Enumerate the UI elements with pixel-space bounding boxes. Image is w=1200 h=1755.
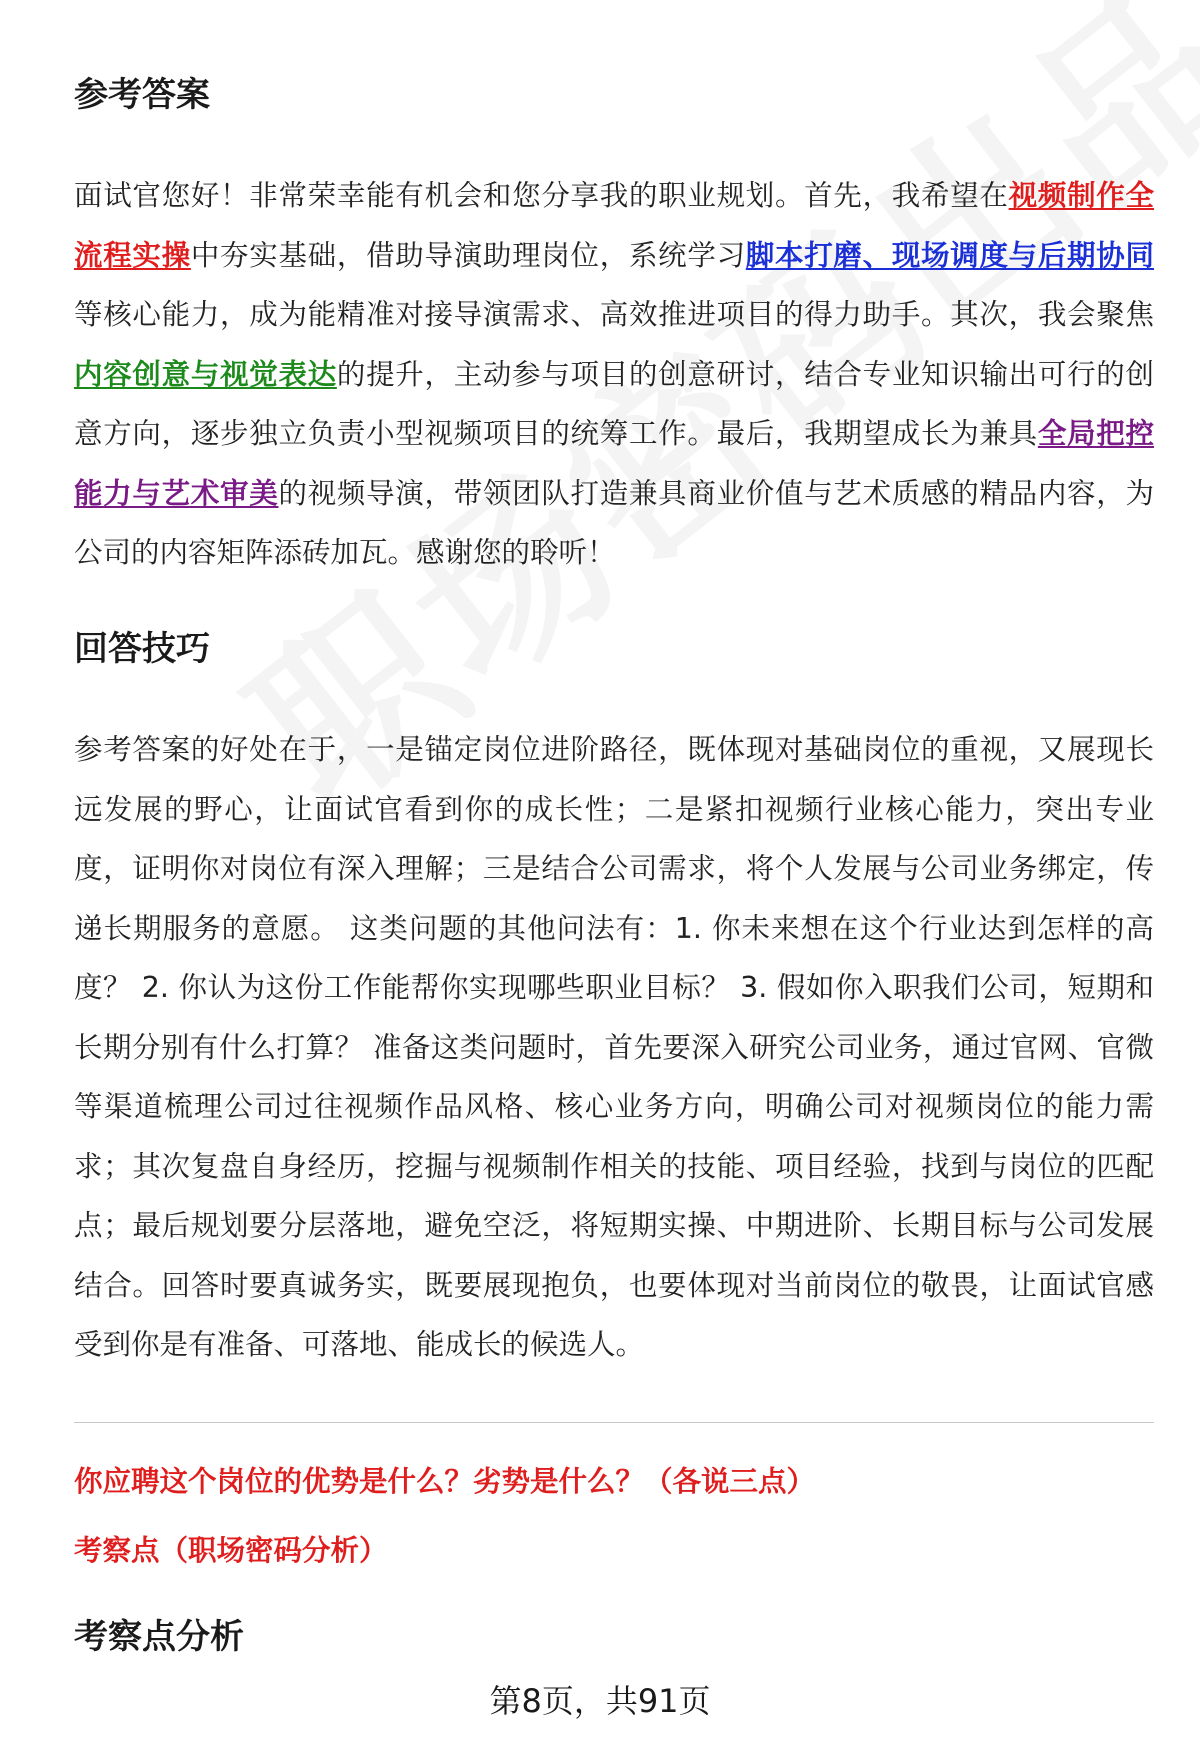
answer-text: 中夯实基础，借助导演助理岗位，系统学习	[190, 238, 746, 272]
answer-text: 的提升，主动参与项目的创意研讨，结合专业知识输出可行的创意方向，逐步独立负责小型视频项目的统筹工作。最后，我期望成长为兼具	[74, 357, 1154, 450]
answer-heading: 参考答案	[74, 75, 210, 115]
highlight-green: 内容创意与视觉表达	[74, 357, 337, 391]
next-question-point: 考察点（职场密码分析）	[74, 1534, 388, 1567]
highlight-blue: 脚本打磨、现场调度与后期协同	[745, 238, 1154, 272]
highlight-purple: 全局把控能力与艺术审美	[74, 417, 1154, 510]
section-divider	[74, 1422, 1154, 1423]
highlight-red: 视频制作全流程实操	[74, 179, 1154, 272]
analysis-heading: 考察点分析	[74, 1617, 244, 1657]
tips-paragraph: 参考答案的好处在于，一是锚定岗位进阶路径，既体现对基础岗位的重视，又展现长远发展的野心，让面试官看到你的成长性；二是紧扣视频行业核心能力，突出专业度，证明你对岗位有深入理解；三是结合公司需求，将个人发展与公司业务绑定，传递长期服务的意愿。 这类问题的其他问法有：1. 你未来想在这个行业达到怎样的高度？ 2. 你认为这份工作能帮你实现哪些职业目标？ 3. 假如你入职我们公司，短期和长期分别有什么打算？ 准备这类问题时，首先要深入研究公司业务，通过官网、官微等渠道梳理公司过往视频作品风格、核心业务方向，明确公司对视频岗位的能力需求；其次复盘自身经历，挖掘与视频制作相关的技能、项目经验，找到与岗位的匹配点；最后规划要分层落地，避免空泛，将短期实操、中期进阶、长期目标与公司发展结合。回答时要真诚务实，既要展现抱负，也要体现对当前岗位的敬畏，让面试官感受到你是有准备、可落地、能成长的候选人。	[74, 733, 1154, 1361]
answer-text: 面试官您好！非常荣幸能有机会和您分享我的职业规划。首先，我希望在	[74, 179, 1009, 212]
answer-text: 等核心能力，成为能精准对接导演需求、高效推进项目的得力助手。其次，我会聚焦	[74, 298, 1154, 331]
page-number: 第8页，共91页	[489, 1682, 711, 1720]
next-question-title: 你应聘这个岗位的优势是什么？劣势是什么？（各说三点）	[74, 1465, 816, 1498]
answer-paragraph	[74, 166, 1154, 583]
tips-heading: 回答技巧	[74, 629, 210, 669]
answer-text: 的视频导演，带领团队打造兼具商业价值与艺术质感的精品内容，为公司的内容矩阵添砖加瓦。感谢您的聆听！	[74, 476, 1154, 569]
